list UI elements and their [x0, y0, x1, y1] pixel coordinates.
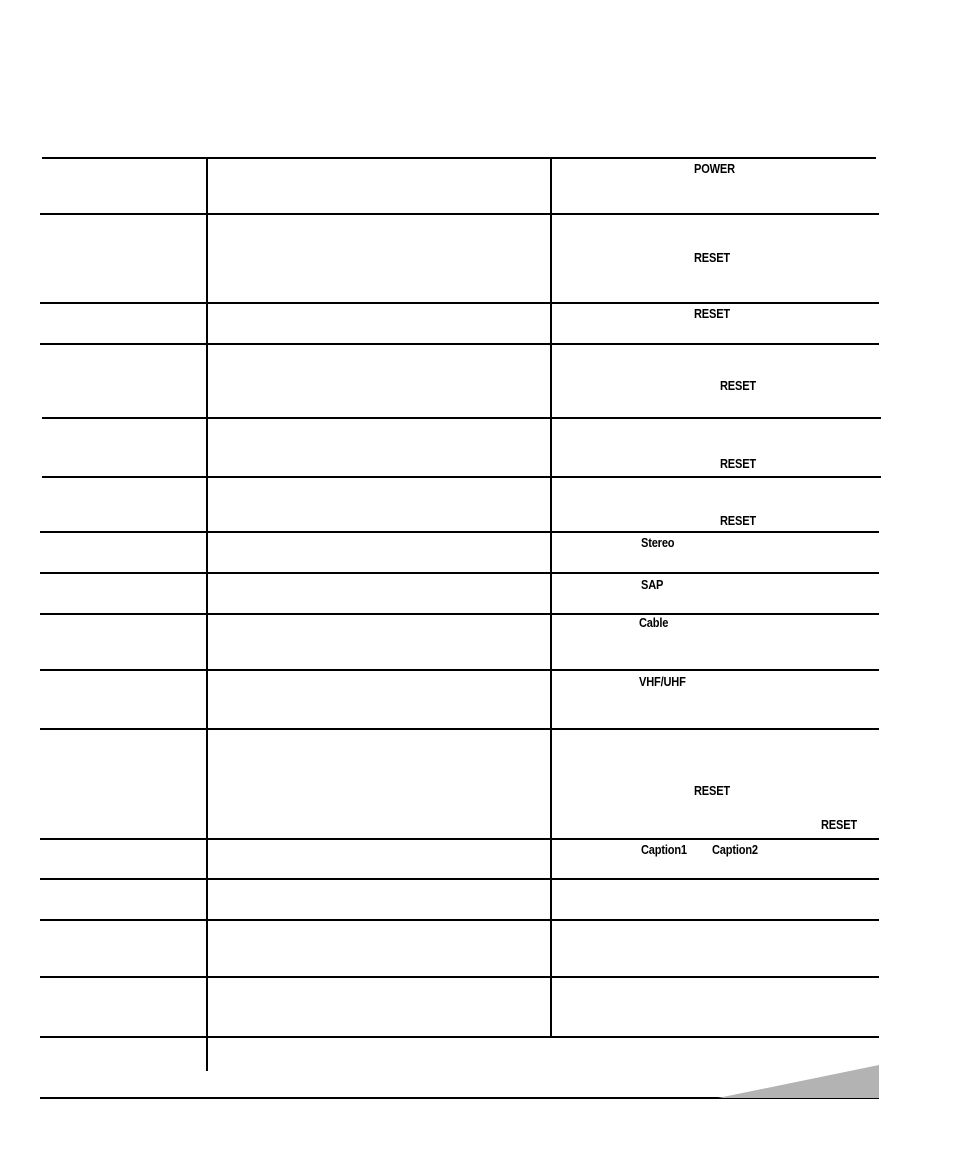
solution-keyword: RESET: [821, 817, 857, 832]
solution-keyword: Caption1: [641, 842, 687, 857]
row-divider: [40, 878, 879, 880]
row-divider: [42, 417, 881, 419]
row-divider: [40, 572, 879, 574]
solution-keyword: RESET: [720, 513, 756, 528]
solution-keyword: RESET: [694, 250, 730, 265]
row-divider: [40, 343, 879, 345]
solution-keyword: POWER: [694, 161, 735, 176]
solution-keyword: RESET: [720, 378, 756, 393]
row-divider: [40, 1036, 879, 1038]
solution-keyword: VHF/UHF: [639, 674, 686, 689]
row-divider: [40, 728, 879, 730]
solution-keyword: Stereo: [641, 535, 675, 550]
column-divider-left: [206, 157, 208, 1071]
column-divider-right: [550, 157, 552, 1037]
corner-tab-shape: [718, 1065, 879, 1098]
row-divider: [40, 213, 879, 215]
row-divider: [40, 976, 879, 978]
row-divider: [40, 919, 879, 921]
solution-keyword: SAP: [641, 577, 664, 592]
solution-keyword: Cable: [639, 615, 669, 630]
row-divider: [40, 669, 879, 671]
table-top-rule: [42, 157, 876, 159]
row-divider: [40, 613, 879, 615]
row-divider: [40, 302, 879, 304]
page-corner-tab: [700, 1060, 880, 1100]
solution-keyword: Caption2: [712, 842, 758, 857]
solution-keyword: RESET: [720, 456, 756, 471]
row-divider: [40, 838, 879, 840]
row-divider: [40, 531, 879, 533]
solution-keyword: RESET: [694, 783, 730, 798]
row-divider: [42, 476, 881, 478]
solution-keyword: RESET: [694, 306, 730, 321]
